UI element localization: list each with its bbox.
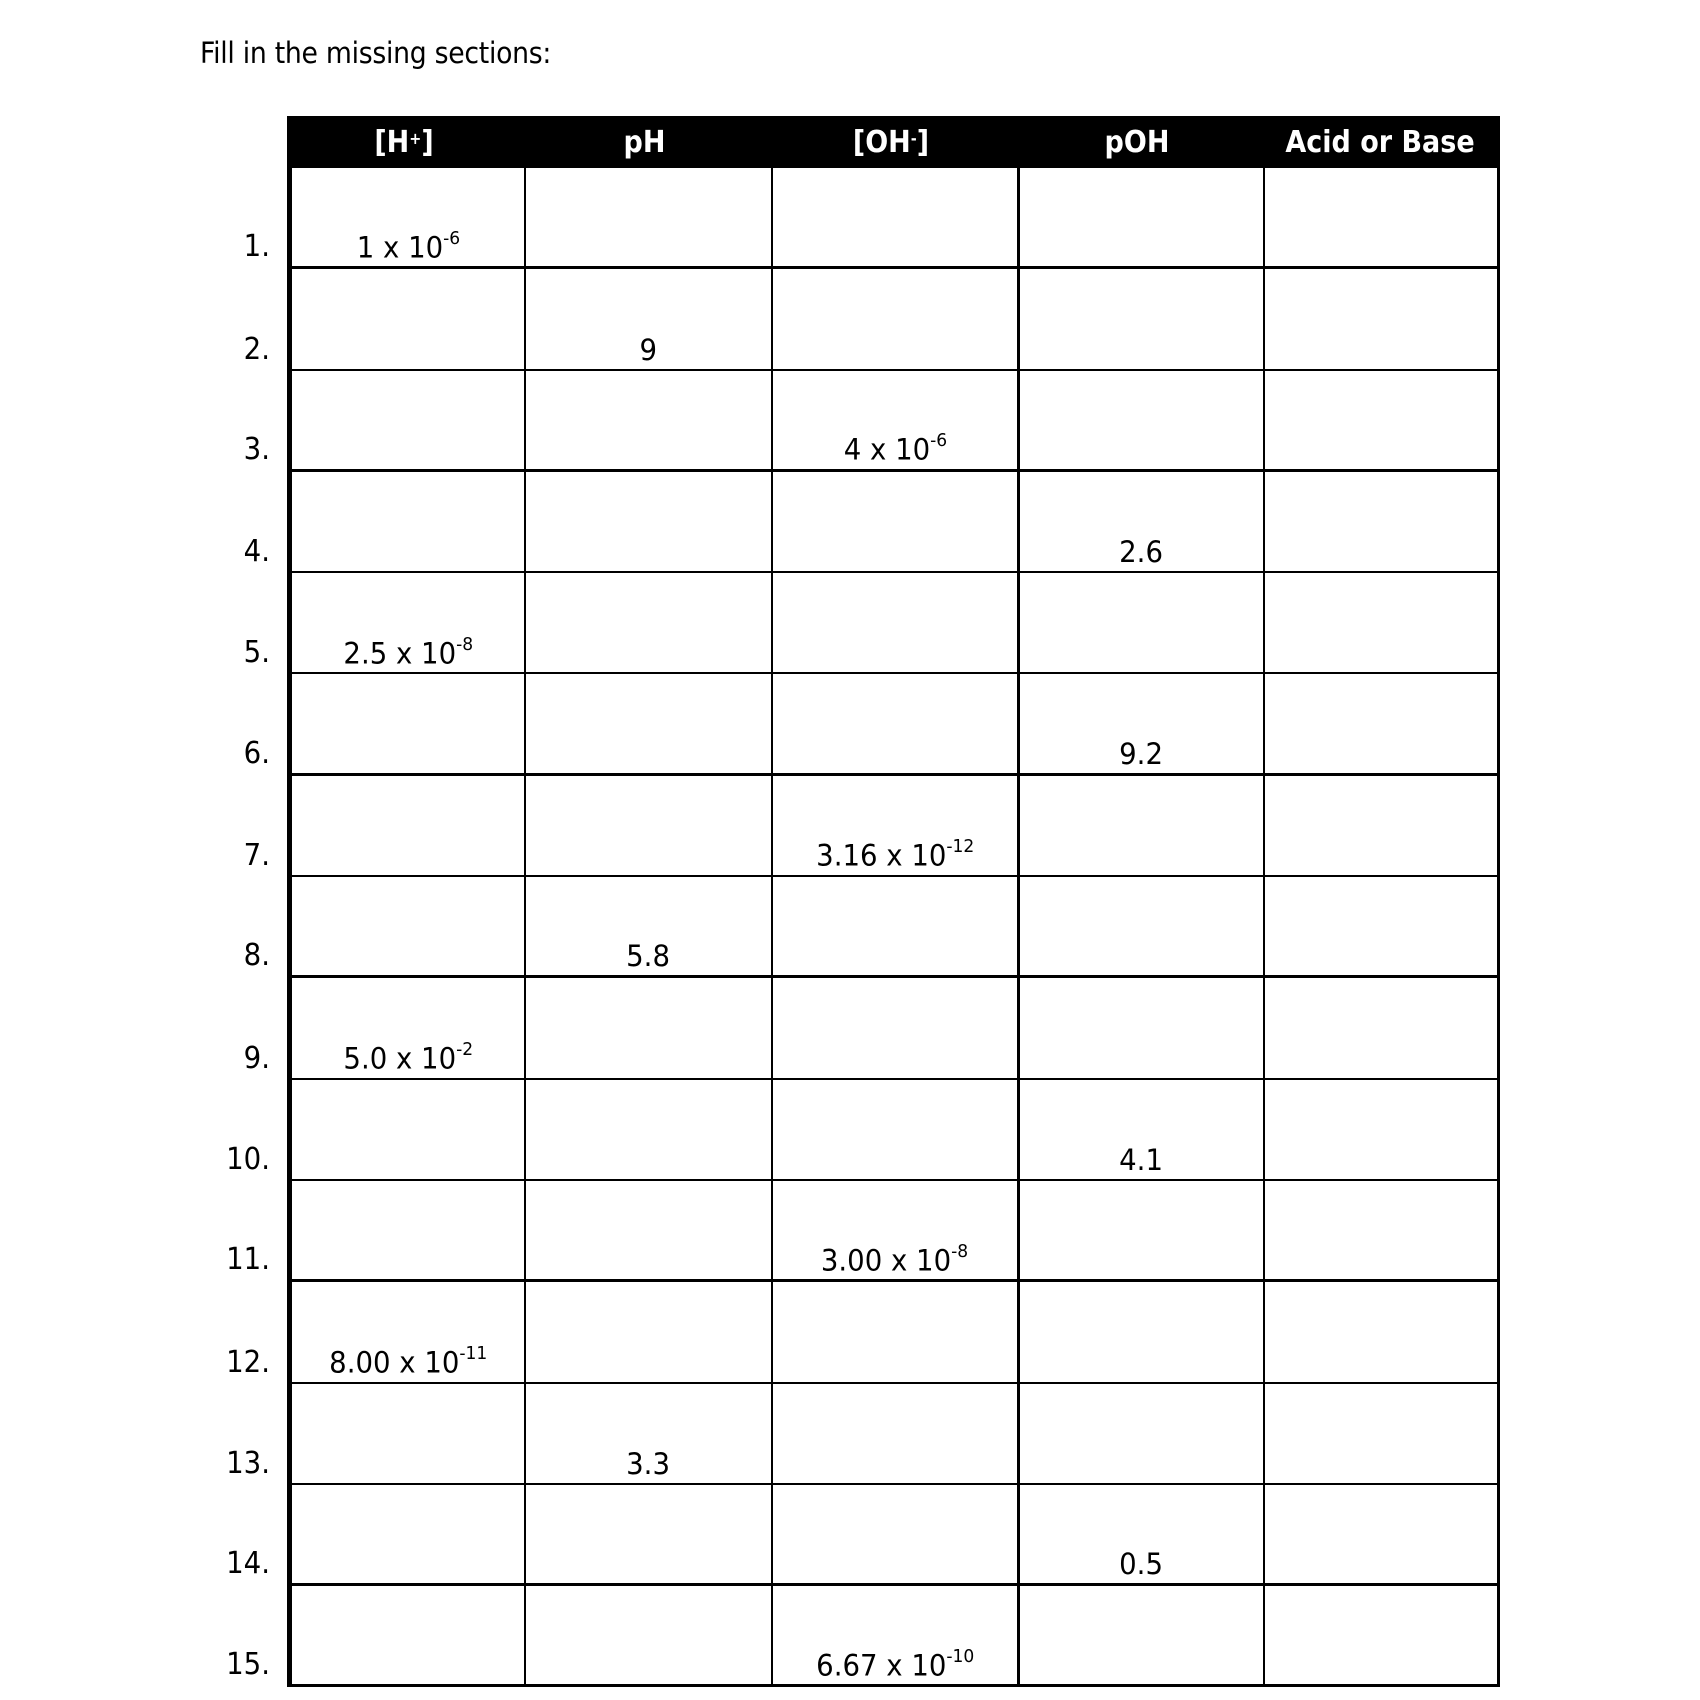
- oh-concentration-cell[interactable]: [771, 269, 1017, 368]
- table-row: [243, 674, 1497, 775]
- row-number: 12.: [226, 1344, 270, 1380]
- oh-concentration-cell[interactable]: 4 x $10^{-6}$: [771, 371, 1017, 469]
- row-number: 3.: [243, 431, 270, 467]
- acid-or-base-cell[interactable]: [1263, 573, 1497, 672]
- row-number: 15.: [226, 1647, 270, 1683]
- acid-or-base-cell[interactable]: [1263, 1384, 1497, 1483]
- poh-cell[interactable]: [1017, 573, 1263, 672]
- row-number: 7.: [243, 838, 270, 874]
- ph-cell[interactable]: [524, 371, 771, 469]
- ph-cell[interactable]: [524, 674, 771, 772]
- column-header-oh-concentration: [OH - ]: [852, 124, 930, 160]
- row-number: 11.: [226, 1242, 270, 1278]
- column-header-acid-or-base: Acid or Base: [1285, 124, 1475, 160]
- oh-concentration-cell[interactable]: [771, 472, 1017, 571]
- poh-cell[interactable]: [1017, 269, 1263, 368]
- poh-cell[interactable]: 4.1: [1017, 1080, 1263, 1179]
- table-row: [243, 371, 1497, 472]
- ph-cell[interactable]: [524, 472, 771, 571]
- ph-cell[interactable]: [524, 168, 771, 266]
- ph-cell[interactable]: [524, 1586, 771, 1684]
- h-concentration-cell[interactable]: [290, 371, 524, 469]
- poh-cell[interactable]: [1017, 371, 1263, 469]
- table-row: [226, 1080, 1497, 1181]
- ph-cell[interactable]: [524, 573, 771, 672]
- table-row: [243, 978, 1497, 1079]
- acid-or-base-cell[interactable]: [1263, 371, 1497, 469]
- poh-cell[interactable]: [1017, 978, 1263, 1077]
- column-header-ph: pH: [623, 124, 666, 160]
- table-body: [226, 168, 1500, 1687]
- table-row: [226, 1282, 1497, 1383]
- table-row: [226, 1181, 1497, 1282]
- h-concentration-cell[interactable]: [290, 1485, 524, 1583]
- row-number: 4.: [243, 534, 270, 570]
- h-concentration-cell[interactable]: [290, 1080, 524, 1179]
- ph-cell[interactable]: [524, 1485, 771, 1583]
- table-row: [243, 472, 1497, 573]
- oh-concentration-cell[interactable]: 3.16 x $10^{-12}$: [771, 776, 1017, 875]
- h-concentration-cell[interactable]: [290, 674, 524, 772]
- h-concentration-cell[interactable]: [290, 877, 524, 975]
- row-number: 1.: [243, 229, 270, 265]
- h-concentration-cell[interactable]: [290, 472, 524, 571]
- acid-or-base-cell[interactable]: [1263, 269, 1497, 368]
- row-number: 13.: [226, 1445, 270, 1481]
- h-concentration-cell[interactable]: [290, 1181, 524, 1279]
- acid-or-base-cell[interactable]: [1263, 1485, 1497, 1583]
- ph-cell[interactable]: 3.3: [524, 1384, 771, 1483]
- oh-concentration-cell[interactable]: 6.67 x $10^{-10}$: [771, 1586, 1017, 1684]
- acid-or-base-cell[interactable]: [1263, 1080, 1497, 1179]
- h-concentration-cell[interactable]: [290, 776, 524, 875]
- oh-concentration-cell[interactable]: [771, 573, 1017, 672]
- ph-cell[interactable]: [524, 1282, 771, 1381]
- table-row: [243, 168, 1497, 269]
- column-header-poh: pOH: [1104, 124, 1170, 160]
- table-row: [243, 573, 1497, 674]
- oh-concentration-cell[interactable]: [771, 1080, 1017, 1179]
- h-concentration-cell[interactable]: 1 x $10^{-6}$: [290, 168, 524, 266]
- poh-cell[interactable]: [1017, 1181, 1263, 1279]
- h-concentration-cell[interactable]: [290, 1586, 524, 1684]
- oh-concentration-cell[interactable]: [771, 1485, 1017, 1583]
- oh-concentration-cell[interactable]: [771, 674, 1017, 772]
- oh-concentration-cell[interactable]: [771, 978, 1017, 1077]
- acid-or-base-cell[interactable]: [1263, 776, 1497, 875]
- table-row: [226, 1485, 1497, 1586]
- acid-or-base-cell[interactable]: [1263, 1282, 1497, 1381]
- ph-cell[interactable]: [524, 978, 771, 1077]
- oh-concentration-cell[interactable]: [771, 1282, 1017, 1381]
- ph-cell[interactable]: 9: [524, 269, 771, 368]
- poh-cell[interactable]: [1017, 1282, 1263, 1381]
- poh-cell[interactable]: [1017, 776, 1263, 875]
- acid-or-base-cell[interactable]: [1263, 1586, 1497, 1684]
- h-concentration-cell[interactable]: 8.00 x $10^{-11}$: [290, 1282, 524, 1381]
- worksheet-instructions: Fill in the missing sections:: [200, 36, 552, 70]
- poh-cell[interactable]: 9.2: [1017, 674, 1263, 772]
- poh-cell[interactable]: [1017, 168, 1263, 266]
- poh-cell[interactable]: [1017, 1384, 1263, 1483]
- ph-cell[interactable]: 5.8: [524, 877, 771, 975]
- poh-cell[interactable]: 0.5: [1017, 1485, 1263, 1583]
- h-concentration-cell[interactable]: [290, 269, 524, 368]
- table-row: [226, 1586, 1497, 1687]
- oh-concentration-cell[interactable]: [771, 168, 1017, 266]
- row-number: 8.: [243, 938, 270, 974]
- table-row: [226, 1384, 1497, 1485]
- acid-or-base-cell[interactable]: [1263, 877, 1497, 975]
- oh-concentration-cell[interactable]: 3.00 x $10^{-8}$: [771, 1181, 1017, 1279]
- h-concentration-cell[interactable]: 5.0 x $10^{-2}$: [290, 978, 524, 1077]
- table-header: [287, 116, 1500, 168]
- row-number: 9.: [243, 1040, 270, 1076]
- ph-cell[interactable]: [524, 776, 771, 875]
- acid-or-base-cell[interactable]: [1263, 472, 1497, 571]
- h-concentration-cell[interactable]: [290, 1384, 524, 1483]
- ph-cell[interactable]: [524, 1080, 771, 1179]
- row-number: 10.: [226, 1141, 270, 1177]
- ph-cell[interactable]: [524, 1181, 771, 1279]
- row-number: 6.: [243, 735, 270, 771]
- acid-or-base-cell[interactable]: [1263, 168, 1497, 266]
- row-number: 14.: [226, 1546, 270, 1582]
- h-concentration-cell[interactable]: 2.5 x $10^{-8}$: [290, 573, 524, 672]
- acid-or-base-cell[interactable]: [1263, 978, 1497, 1077]
- acid-or-base-cell[interactable]: [1263, 674, 1497, 772]
- acid-or-base-cell[interactable]: [1263, 1181, 1497, 1279]
- table-row: [243, 877, 1497, 978]
- column-header-h-concentration: [H + ]: [374, 124, 434, 160]
- poh-cell[interactable]: [1017, 877, 1263, 975]
- table-row: [243, 269, 1497, 370]
- table-row: [243, 776, 1497, 877]
- row-number: 2.: [243, 331, 270, 367]
- row-number: 5.: [243, 635, 270, 671]
- ph-worksheet-table: [226, 116, 1500, 1687]
- poh-cell[interactable]: [1017, 1586, 1263, 1684]
- oh-concentration-cell[interactable]: [771, 877, 1017, 975]
- poh-cell[interactable]: 2.6: [1017, 472, 1263, 571]
- oh-concentration-cell[interactable]: [771, 1384, 1017, 1483]
